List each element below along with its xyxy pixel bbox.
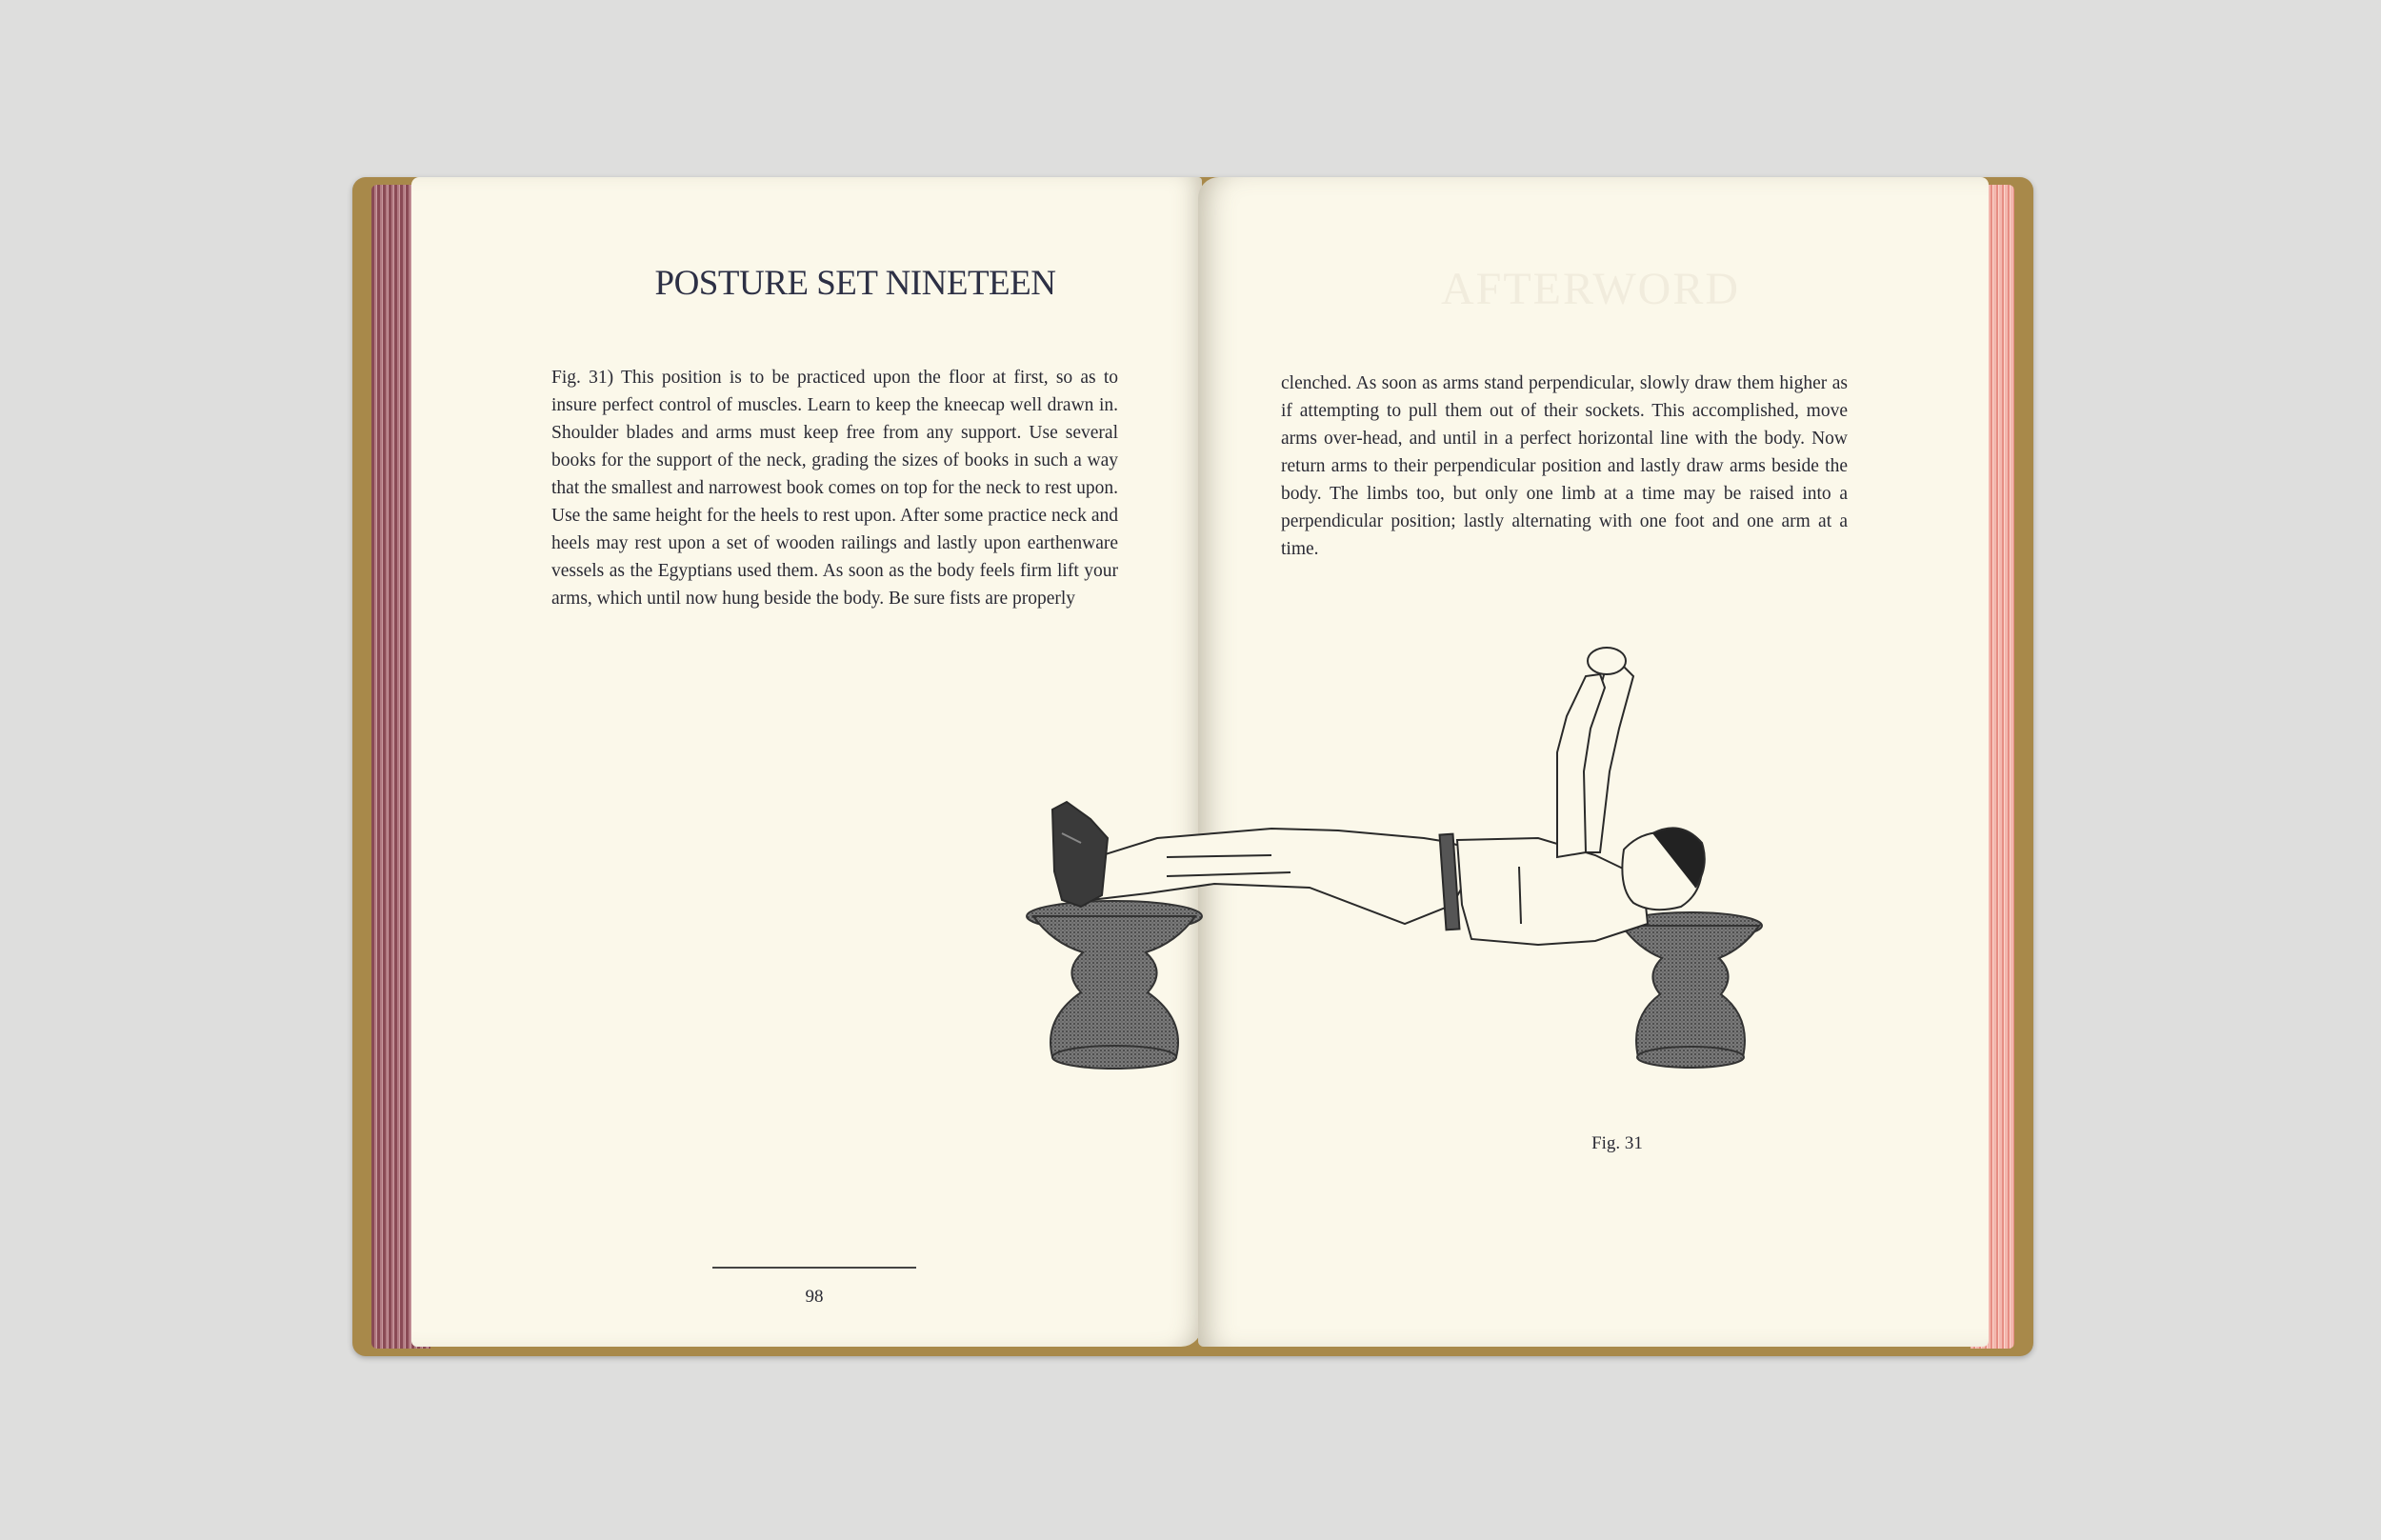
- footer-rule: [712, 1267, 916, 1269]
- reclining-figure: [1052, 648, 1705, 945]
- right-page-text: clenched. As soon as arms stand perpendicular, slowly draw them higher as if attempting to pull them out of their sockets. This accomplished, move arms over-head, and until in a perfect horizontal line with the body. Now return arms to their perpendicular position and lastly draw arms beside the body. The limbs too, but only one limb at a time may be raised into a perpendicular position; lastly alternating with one foot and one arm at a time.: [1281, 373, 1848, 559]
- page-number: 98: [805, 1287, 824, 1307]
- show-through-heading: AFTERWORD: [1441, 264, 1741, 314]
- figure-31-illustration: [1024, 638, 1786, 1095]
- left-page-text: Fig. 31) This position is to be practiced upon the floor at first, so as to insure perfect control of muscles. Learn to keep the kneecap well drawn in. Shoulder blades and arms must keep free from any support. Use several books for the support of the neck, grading the sizes of books in such a way that the smallest and narrowest book comes on top for the neck to rest upon. Use the same height for the heels to rest upon. After some practice neck and heels may rest upon a set of wooden railings and lastly upon earthenware vessels as the Egyptians used them. As soon as the body feels firm lift your arms, which until now hung beside the body. Be sure fists are properly: [551, 368, 1118, 609]
- right-pedestal: [1619, 912, 1762, 1068]
- left-pedestal: [1027, 901, 1202, 1069]
- figure-caption: Fig. 31: [1591, 1133, 1643, 1153]
- page-title: POSTURE SET NINETEEN: [654, 264, 1056, 303]
